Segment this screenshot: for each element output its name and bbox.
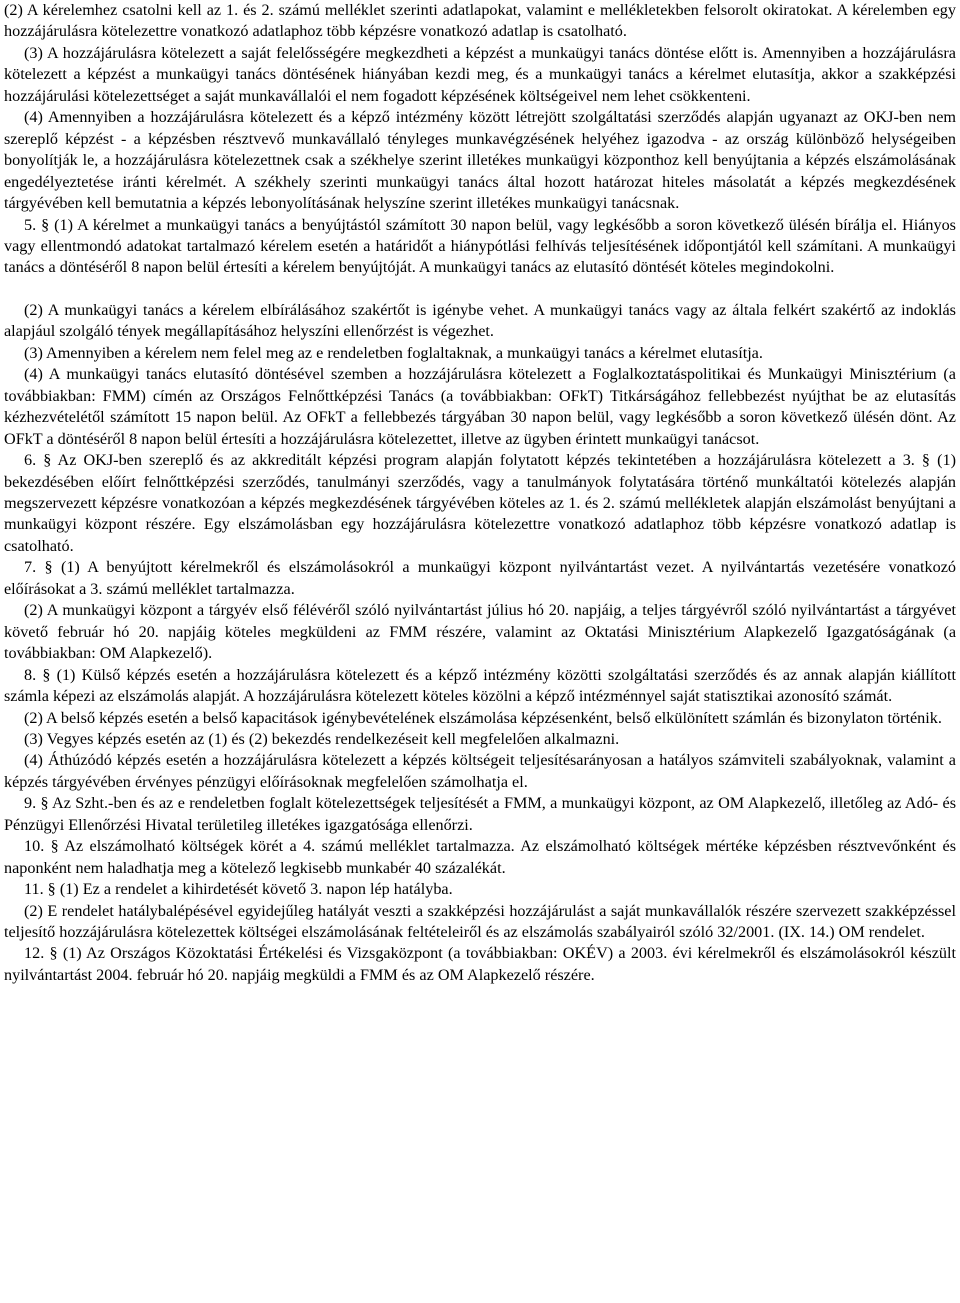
section-6: 6. § Az OKJ-ben szereplő és az akkreditált képzési program alapján folytatott képzés tekintetében a hozzájárulásra kötelezett a 3. § (1) bekezdésében előírt felnőttképzési szerződés, tanulmányi szerződés, vagy a tanulmányok folytatására történő munkáltatói kötelezés alapján megszervezett képzésre vonatkozóan a képzés megkezdésének tárgyévében köteles az 1. és 2. számú mellékletek alapján elszámolást benyújtani a munkaügyi központ részére. Egy elszámolásban egy hozzájárulásra kötelezettre vonatkozó adatlaphoz több képzésre vonatkozó adatlap is csatolható. bbox=[4, 451, 956, 555]
section-8-paragraph-1: 8. § (1) Külső képzés esetén a hozzájárulásra kötelezett és a képző intézmény közötti szolgáltatási szerződés és az annak alapján kiállított számla képezi az elszámolás alapját. A hozzájárulásra kötelezett köteles közölni a képző intézménnyel saját statisztikai azonosító számát. bbox=[4, 665, 956, 706]
section-7-paragraph-1: 7. § (1) A benyújtott kérelmekről és elszámolásokról a munkaügyi központ nyilvántartást vezet. A nyilvántartás vezetésére vonatkozó előírásokat a 3. számú melléklet tartalmazza. bbox=[4, 558, 956, 598]
paragraph-2-attachments: (2) A kérelemhez csatolni kell az 1. és 2. számú melléklet szerinti adatlapokat, valamint e mellékletekben felsorolt okiratokat. A kérelemben egy hozzájárulásra kötelezettre vonatkozó adatlaphoz több képzésre vonatkozó adatlap is csatolható. bbox=[4, 1, 956, 41]
section-8-paragraph-3: (3) Vegyes képzés esetén az (1) és (2) bekezdés rendelkezéseit kell megfelelően alkalmazni. bbox=[24, 729, 620, 748]
document-page bbox=[4, 0, 956, 986]
section-12-paragraph-1: 12. § (1) Az Országos Közoktatási Értékelési és Vizsgaközpont (a továbbiakban: OKÉV) a 2003. évi kérelmekről és elszámolásokról készült nyilvántartást 2004. február hó 20. napjáig megküldi a FMM és az OM Alapkezelő részére. bbox=[4, 944, 956, 984]
section-8-paragraph-2: (2) A belső képzés esetén a belső kapacitások igénybevételének elszámolása képzésenként, belső elkülönített számlán és bizonylaton történik. bbox=[24, 708, 942, 727]
section-8-paragraph-4: (4) Áthúzódó képzés esetén a hozzájárulásra kötelezett a képzés költségeit teljesítésarányosan a hatályos számviteli szabályoknak, valamint a képzés tárgyévében érvényes pénzügyi előírásoknak megfelelően számolhatja el. bbox=[4, 751, 956, 791]
section-5-paragraph-2: (2) A munkaügyi tanács a kérelem elbírálásához szakértőt is igénybe vehet. A munkaügyi tanács vagy az általa felkért szakértő az indoklás alapjául szolgáló tények megállapításához helyszíni ellenőrzést is végezhet. bbox=[4, 300, 956, 341]
section-7-paragraph-2: (2) A munkaügyi központ a tárgyév első félévéről szóló nyilvántartást július hó 20. napjáig, a teljes tárgyévről szóló nyilvántartást a tárgyévet követő február hó 20. napjáig köteles megküldeni az FMM részére, valamint az Oktatási Minisztérium Alapkezelő Igazgatóságának (a továbbiakban: OM Alapkezelő). bbox=[4, 601, 956, 663]
section-5-paragraph-1: 5. § (1) A kérelmet a munkaügyi tanács a benyújtástól számított 30 napon belül, vagy legkésőbb a soron következő ülésén bírálja el. Hiányos vagy ellentmondó adatokat tartalmazó kérelem esetén a határidőt a hiánypótlási felhívás teljesítésének időpontjától kell számítani. A munkaügyi tanács a döntéséről 8 napon belül értesíti a kérelem benyújtóját. A munkaügyi tanács az elutasító döntését köteles megindokolni. bbox=[4, 215, 956, 277]
section-11-paragraph-1: 11. § (1) Ez a rendelet a kihirdetését követő 3. napon lép hatályba. bbox=[24, 880, 453, 899]
paragraph-3-own-responsibility: (3) A hozzájárulásra kötelezett a saját felelősségére megkezdheti a képzést a munkaügyi tanács döntése előtt is. Amennyiben a hozzájárulásra kötelezett a képzést a munkaügyi tanács döntésének hiányában kezdi meg, és a munkaügyi tanács a kérelmet elutasítja, akkor a szakképzési hozzájárulási kötelezettséget a saját munkavállalói el nem fogadott képzésének költségeivel nem lehet csökkenteni. bbox=[4, 43, 956, 105]
section-5-paragraph-3: (3) Amennyiben a kérelem nem felel meg az e rendeletben foglaltaknak, a munkaügyi tanács a kérelmet elutasítja. bbox=[24, 343, 763, 362]
section-10: 10. § Az elszámolható költségek körét a 4. számú melléklet tartalmazza. Az elszámolható költségek mértéke képzésben résztvevőnként és naponként nem haladhatja meg a kötelező legkisebb munkabér 40 százalékát. bbox=[4, 837, 956, 877]
section-11-paragraph-2: (2) E rendelet hatálybalépésével egyidejűleg hatályát veszti a szakképzési hozzájárulást a saját munkavállalók részére szervezett szakképzéssel teljesítő hozzájárulásra kötelezettek költségei elszámolásának feltételeiről és az elszámolás szabályairól szóló 32/2001. (IX. 14.) OM rendelet. bbox=[4, 901, 956, 942]
paragraph-4-multiple-locations: (4) Amennyiben a hozzájárulásra kötelezett és a képző intézmény között létrejött szolgáltatási szerződés alapján ugyanazt az OKJ-ben nem szereplő képzést - a képzésben résztvevő munkavállaló tényleges munkavégzésének helyéhez igazodva - az ország különböző helységeiben bonyolítják le, a hozzájárulásra kötelezettnek csak a székhelye szerint illetékes munkaügyi központhoz kell benyújtania a képzés elszámolásának engedélyeztetése iránti kérelmét. A székhely szerinti munkaügyi tanács által hozott határozat hiteles másolatát a képzés megkezdésének tárgyévében kell bemutatnia a képzés lebonyolításának helyszíne szerint illetékes munkaügyi tanácsnak. bbox=[4, 108, 956, 213]
section-5-paragraph-4: (4) A munkaügyi tanács elutasító döntésével szemben a hozzájárulásra kötelezett a Foglalkoztatáspolitikai és Munkaügyi Minisztérium (a továbbiakban: FMM) címén az Országos Felnőttképzési Tanács (a továbbiakban: OFkT) Titkárságához fellebbezést nyújthat be az elutasítás kézhezvételétől számított 15 napon belül. Az OFkT a fellebbezés tárgyában 30 napon belül, vagy legkésőbb a soron következő ülésén dönt. Az OFkT a döntéséről 8 napon belül értesíti a hozzájárulásra kötelezettet, illetve az ügyben érintett munkaügyi tanácsot. bbox=[4, 365, 956, 448]
section-9: 9. § Az Szht.-ben és az e rendeletben foglalt kötelezettségek teljesítését a FMM, a munkaügyi központ, az OM Alapkezelő, illetőleg az Adó- és Pénzügyi Ellenőrzési Hivatal területileg illetékes igazgatósága ellenőrzi. bbox=[4, 794, 956, 834]
